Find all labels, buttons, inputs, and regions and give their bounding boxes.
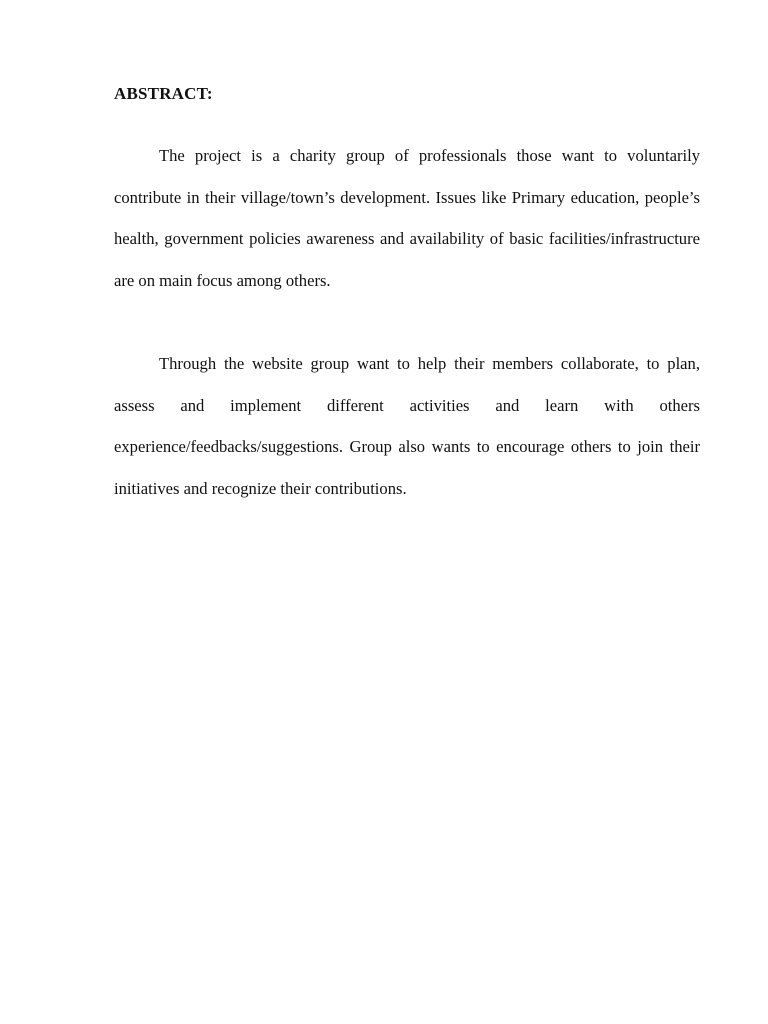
abstract-paragraph-1: The project is a charity group of professionals those want to voluntarily contribute in their village/town’s development. Issues like Primary education, people’s health, government policies awareness and availability of basic facilities/infrastructure are on main focus among others. xyxy=(114,146,700,290)
abstract-heading: ABSTRACT: xyxy=(114,84,213,103)
abstract-paragraph-2: Through the website group want to help their members collaborate, to plan, assess and implement different activities and learn with others experience/feedbacks/suggestions. Group also wants to encourage others to join their initiatives and recognize their contributions. xyxy=(114,354,700,498)
